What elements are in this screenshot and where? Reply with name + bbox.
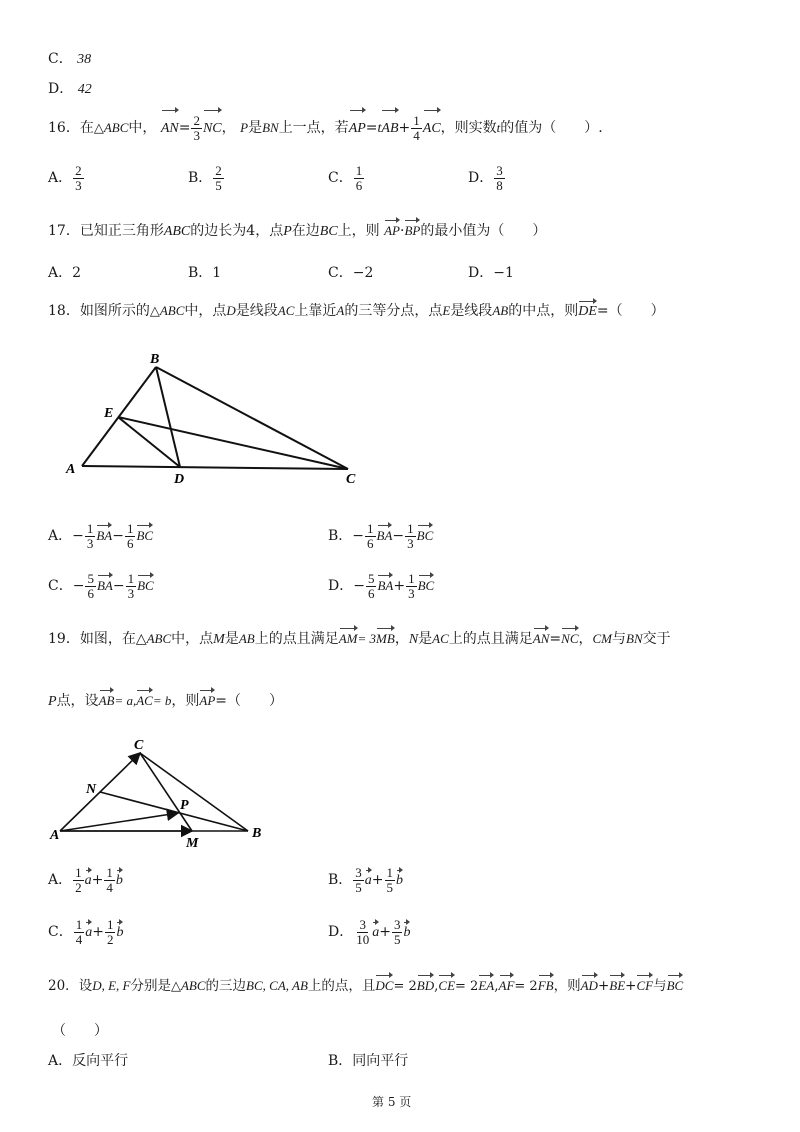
denominator: 3 [86,535,94,551]
fraction [385,866,396,894]
question-number: 20． [48,978,79,994]
text: 是 [248,120,263,136]
text: 上的点且满足 [448,631,533,647]
text: 是线段 [235,303,278,319]
fraction [406,572,417,600]
segment-ec [118,417,348,469]
segment-cm: CM [592,631,612,646]
q17-option-d[interactable] [468,262,514,282]
option-label: B． [188,170,213,187]
numerator: 1 [75,917,83,932]
vector-ap: AP [199,693,216,708]
fraction [104,866,115,894]
fraction [494,164,505,192]
option-label: D． [468,265,494,281]
question-number: 16． [48,120,80,136]
text: 如图所示的 [79,303,150,319]
text: 的边长为4，点 [190,223,284,239]
prev-option-c [48,48,91,68]
text: + [597,978,610,994]
q19-option-d[interactable] [328,918,410,946]
text: 已知正三角形 [79,223,164,239]
text: ， [221,120,236,136]
option-label: D． [328,578,354,595]
numerator: 1 [408,571,415,586]
fraction [73,164,84,192]
triangle-abc: ABC [146,631,172,646]
numerator: 1 [355,163,363,178]
segment-ac: AC [432,631,449,646]
fraction [85,572,96,600]
question-number: 17． [48,223,80,239]
label-b: B [252,826,262,841]
numerator: 1 [106,917,114,932]
label-d: D [174,472,185,487]
triangle-abc: ABC [163,224,191,239]
text: 是 [418,631,433,647]
text: ，则 [171,693,200,709]
text: = 3 [357,631,377,646]
numerator: 5 [367,571,375,586]
text: + [91,872,104,889]
triangle-abc: △ABC [149,303,185,318]
point-a: A [336,303,345,318]
q16-option-b[interactable] [188,164,225,192]
vector-b: b [396,873,404,889]
numerator: 3 [359,917,366,932]
vector-ac: AC [423,113,441,145]
numerator: 2 [215,163,222,178]
vector-dc: DC [375,978,394,993]
denominator: 6 [87,585,94,601]
text: = b [152,693,172,708]
numerator: 5 [87,571,94,586]
vector-nc: NC [561,631,579,646]
q19-option-c[interactable] [48,918,123,946]
vector-ac: AC [136,693,153,708]
text: = 2 [393,979,417,994]
text: 中，点 [184,303,227,319]
vector-de: DE [578,304,597,319]
q16-option-a[interactable] [48,164,85,192]
point-m: M [213,632,225,647]
variable-t: t [377,121,382,136]
text: , [434,978,439,994]
text: + [398,120,411,136]
text: 在 [79,120,94,136]
option-label: C． [328,170,353,187]
text: 的值为（ ）. [500,120,603,136]
fraction [73,866,84,894]
text: 的中点，则 [508,303,579,319]
denominator: 2 [75,879,82,895]
segment-bn: BN [626,631,643,646]
text: · [400,223,405,239]
question-18 [48,300,665,320]
vector-b: b [115,873,123,889]
point-e: E [442,303,451,318]
segment-bc [156,367,348,469]
segment-ac: AC [277,303,295,318]
text: 是 [224,631,239,647]
text: 中，点 [171,631,214,647]
denominator: 6 [126,535,134,551]
fraction [392,918,403,946]
text: 上的点且满足 [254,631,339,647]
denominator: 5 [355,879,362,895]
text: 点，设 [56,693,99,709]
q18-option-d[interactable] [328,572,434,600]
denominator: 4 [75,931,83,947]
denominator: 6 [367,585,375,601]
fraction [411,114,422,142]
denominator: 5 [215,177,222,193]
numerator: 3 [496,163,503,178]
vector-ap: AP [349,113,366,145]
option-label: C． [48,924,73,941]
option-value: −2 [352,265,374,281]
fraction [85,522,96,550]
q20-option-a[interactable] [48,1050,128,1070]
sign: − [72,578,85,595]
fraction [354,164,365,192]
fraction [125,522,136,550]
text: 上一点，若 [278,120,349,136]
text: 设 [78,978,93,994]
vector-ba: BA [377,578,394,594]
q19-triangle-figure [48,735,278,850]
fraction [354,918,371,946]
text: 上，则 [337,223,380,239]
text: = [178,120,191,136]
q16-option-d[interactable] [468,164,506,192]
segment-cm [140,753,192,831]
vector-bc: BC [416,528,434,544]
vector-be: BE [609,978,626,993]
text: 是线段 [450,303,493,319]
vector-ce: CE [438,978,456,993]
option-value: 同向平行 [352,1053,409,1069]
option-label: D． [468,170,494,187]
numerator: 2 [193,112,200,128]
q19-option-a[interactable] [48,866,123,894]
vector-ea: EA [478,978,495,993]
question-19 [48,628,671,648]
q19-option-b[interactable] [328,866,403,894]
text: 如图，在△ [79,631,147,647]
denominator: 5 [386,879,394,895]
denominator: 3 [193,127,200,143]
vector-bc: BC [666,978,684,993]
segment-ab: AB [238,631,255,646]
question-19-line-2 [48,690,283,710]
vector-bc: BC [137,578,154,594]
numerator: 1 [86,521,94,536]
label-p: P [180,798,189,813]
text: ，则 [553,978,581,994]
fraction [126,572,137,600]
option-value: 2 [72,265,82,281]
segment-bc: BC [319,224,338,239]
answer-parentheses: （ ） [52,1023,108,1039]
segment-nb [100,792,248,831]
q18-option-a[interactable] [48,522,153,550]
fraction [365,522,376,550]
numerator: 1 [126,521,134,536]
text: 的三边 [205,978,247,994]
text: 中， [128,120,157,136]
question-number: 18． [48,303,80,319]
fraction [191,114,202,142]
triangle-abc: △ABC [93,120,129,135]
numerator: 1 [106,865,113,880]
denominator: 6 [355,177,363,193]
text: + [371,872,384,889]
text: 的最小值为（ ） [420,223,547,239]
fraction [74,918,85,946]
text: + [92,924,104,941]
option-label: D． [48,81,74,97]
label-e: E [104,406,114,421]
vector-b: b [116,925,124,941]
text: 分别是 [130,978,171,994]
option-value: 42 [77,82,92,97]
denominator: 3 [407,535,414,551]
label-n: N [86,782,97,797]
option-label: B． [188,265,213,281]
fraction [213,164,224,192]
text: = [365,120,378,136]
fraction [405,522,416,550]
sign: − [353,578,365,595]
text: ，则实数 [440,120,497,136]
vector-a: a [85,925,93,941]
text: = [549,631,562,647]
label-m: M [186,836,199,850]
triangle-abc: △ABC [170,978,206,993]
text: 在边 [291,223,320,239]
sign: − [112,578,125,595]
numerator: 1 [367,521,374,536]
q18-option-b[interactable] [328,522,433,550]
q17-option-c[interactable] [328,262,373,282]
vector-ap-line [60,813,178,831]
vector-bc: BC [417,578,435,594]
sign: − [392,528,405,545]
option-label: D． [328,924,354,941]
text: 交于 [642,631,671,647]
option-label: A． [48,170,73,187]
segment-cb [140,753,248,831]
vector-ba: BA [96,578,113,594]
denominator: 3 [408,585,415,601]
question-number: 19． [48,631,80,647]
option-label: C． [328,265,353,281]
vector-a: a [364,873,372,889]
text: ， [578,631,593,647]
denominator: 4 [106,879,113,895]
text: 上的点，且 [307,978,376,994]
numerator: 1 [407,521,414,536]
option-label: A． [48,265,73,281]
page-number: 第 5 页 [372,1095,412,1109]
vector-bc: BC [136,528,154,544]
sides: BC, CA, AB [246,978,308,993]
vector-b: b [403,925,411,941]
numerator: 3 [355,865,362,880]
q17-option-b[interactable] [188,262,221,282]
vector-an: AN [161,113,179,145]
question-16 [48,112,603,145]
vector-an: AN [532,631,550,646]
point-p: P [283,224,292,239]
option-label: A． [48,528,73,545]
denominator: 4 [413,127,420,143]
vector-ab: AB [98,693,115,708]
label-a: A [50,828,60,843]
label-c: C [346,472,356,487]
denominator: 3 [75,177,82,193]
denominator: 5 [393,931,401,947]
label-b: B [150,352,160,367]
q20-option-b[interactable] [328,1050,408,1070]
text: 与 [653,978,667,994]
segment-bd [156,367,180,467]
point-p: P [48,694,57,709]
vector-ba: BA [96,528,113,544]
numerator: 1 [127,571,135,586]
option-label: C． [48,578,73,595]
option-label: C． [48,51,73,67]
vector-am: AM [338,631,358,646]
numerator: 1 [386,865,394,880]
text: 与 [612,631,626,647]
q17-option-a[interactable] [48,262,81,282]
segment-ac [82,466,348,469]
text: =（ ） [596,303,665,319]
points-def: D, E, F [92,978,131,993]
vector-ba: BA [376,528,393,544]
option-label: A． [48,1053,73,1069]
segment-ab: AB [492,303,509,318]
vector-ad: AD [580,978,598,993]
fraction [366,572,377,600]
numerator: 3 [393,917,401,932]
point-n: N [408,632,419,647]
point-d: D [226,303,236,318]
q18-triangle-figure [48,345,388,495]
option-label: B． [328,872,353,889]
text: = 2 [455,979,479,994]
fraction [105,918,116,946]
text: 的三等分点，点 [344,303,443,319]
numerator: 1 [75,865,82,880]
text: + [379,924,391,941]
variable-t: t [496,120,501,135]
vector-mb: MB [376,631,395,646]
option-label: A． [48,872,73,889]
text: =（ ） [215,693,284,709]
vector-cf: CF [636,978,654,993]
question-20 [48,974,683,994]
numerator: 1 [413,112,420,128]
question-17 [48,220,546,240]
point-p: P [240,120,249,135]
numerator: 2 [75,163,82,178]
sign: − [72,528,84,545]
option-value: 反向平行 [72,1053,129,1069]
option-label: B． [328,1053,353,1069]
sign: − [112,528,124,545]
denominator: 3 [127,585,135,601]
denominator: 10 [356,931,370,947]
denominator: 8 [496,177,503,193]
option-label: B． [328,528,353,545]
option-value: 38 [77,52,92,67]
fraction [353,866,364,894]
vector-bp: BP [404,223,421,238]
text: , [494,978,499,994]
denominator: 2 [106,931,114,947]
label-c: C [134,738,144,753]
denominator: 6 [367,535,374,551]
vector-af: AF [498,978,515,993]
vector-ap: AP [384,223,400,238]
prev-option-d [48,78,92,98]
vector-bd: BD [416,978,435,993]
label-a: A [66,462,76,477]
q16-option-c[interactable] [328,164,365,192]
text: = 2 [514,979,538,994]
sign: + [393,578,406,595]
vector-nc: NC [203,113,222,145]
sign: − [352,528,365,545]
vector-fb: FB [537,978,554,993]
option-value: −1 [493,265,514,281]
segment-bn: BN [262,120,279,135]
vector-ab: AB [381,113,398,145]
text: 上靠近 [294,303,337,319]
text: + [625,978,637,994]
vector-a: a [84,873,92,889]
vector-a: a [372,925,380,941]
q18-option-c[interactable] [48,572,154,600]
text: = a, [114,693,137,708]
text: ， [394,631,409,647]
option-value: 1 [212,265,222,281]
